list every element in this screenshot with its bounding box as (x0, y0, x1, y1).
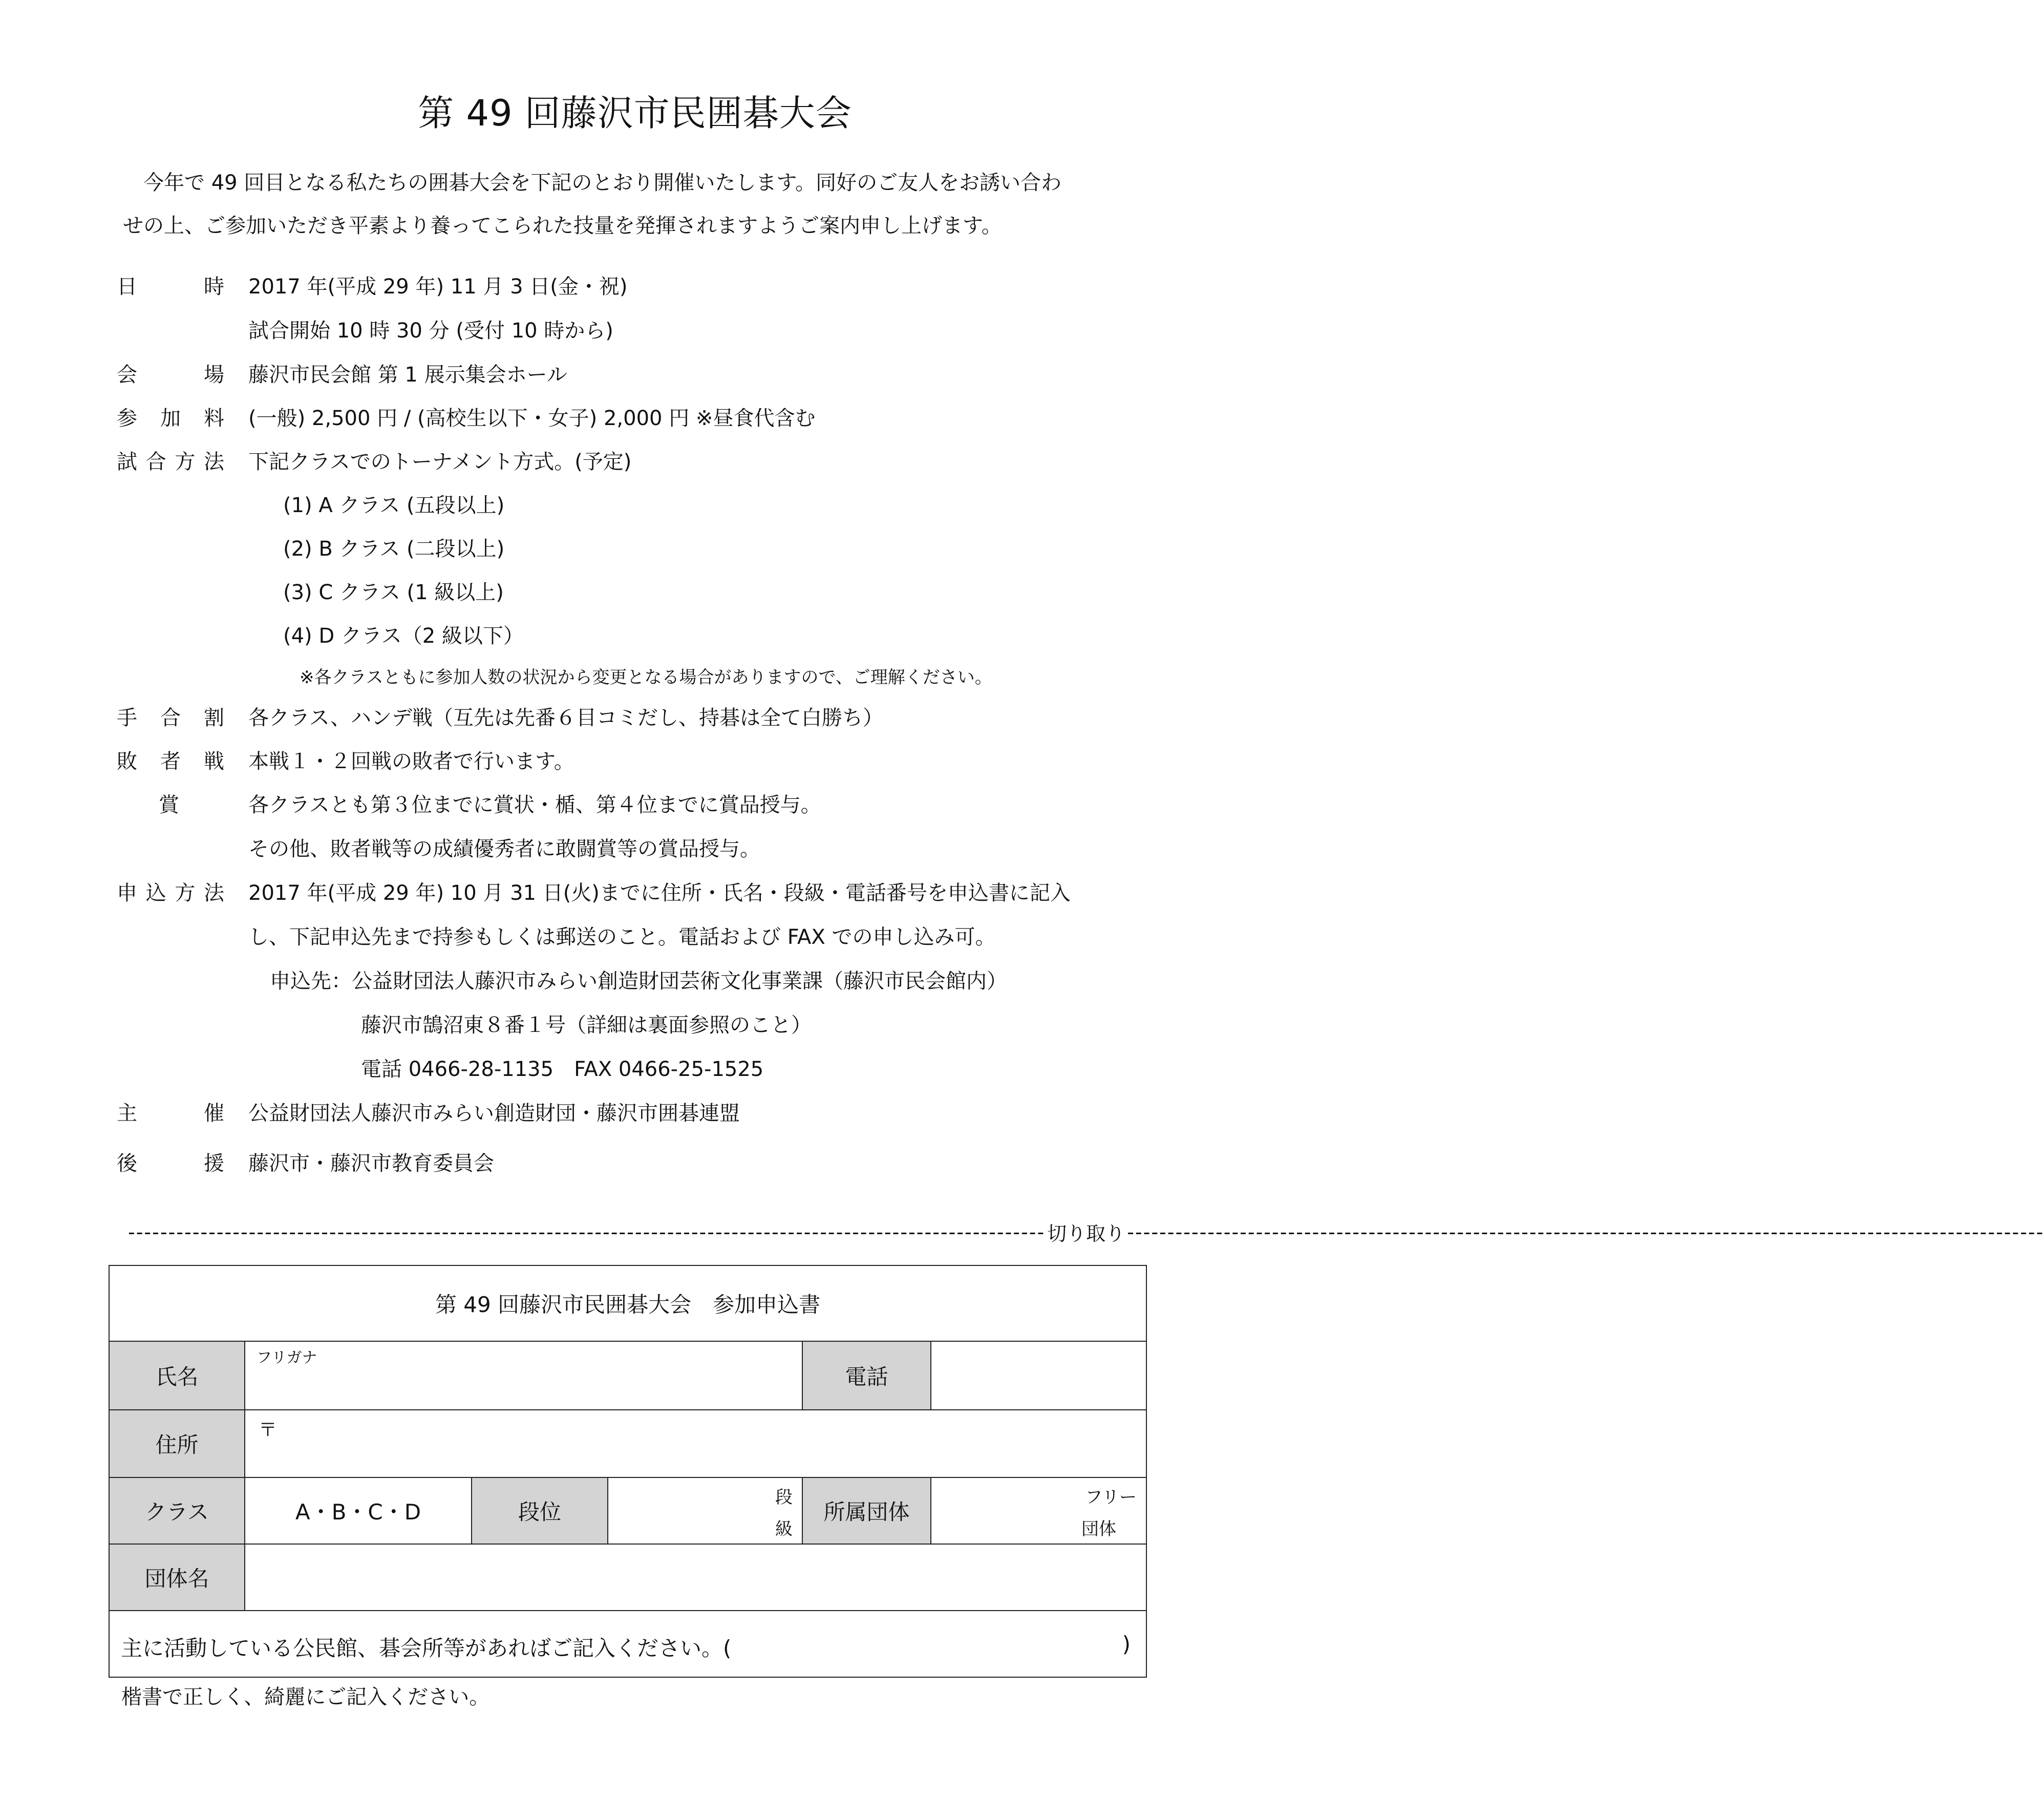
class-item: (4) D クラス（2 級以下） (283, 624, 524, 648)
class-item: (3) C クラス (1 級以上) (283, 581, 504, 604)
fee-label (117, 402, 224, 431)
handicap-label-char: 合 (160, 706, 181, 730)
apply-value: 2017 年(平成 29 年) 10 月 31 日(火)までに住所・氏名・段級・電話番号を申込書に記入 (248, 881, 1071, 905)
intro-paragraph (123, 161, 1162, 247)
address-label: 住所 (109, 1410, 245, 1477)
apply-value-2: し、下記申込先まで持参もしくは郵送のこと。電話および FAX での申し込み可。 (248, 925, 996, 949)
handicap-value: 各クラス、ハンデ戦（互先は先番６目コミだし、持碁は全て白勝ち） (248, 706, 883, 730)
group-name-label: 団体名 (109, 1544, 245, 1611)
handicap-label (117, 702, 224, 731)
group-label: 所属団体 (802, 1477, 931, 1544)
intro-line-1: 今年で 49 回目となる私たちの囲碁大会を下記のとおり開催いたします。同好のご友人をお誘い合わ (143, 171, 1062, 195)
prize-value: 各クラスとも第３位までに賞状・楯、第４位までに賞品授与。 (248, 793, 821, 817)
handicap-label-char: 手 (117, 706, 137, 730)
apply-contact: 電話 0466-28-1135 FAX 0466-25-1525 (361, 1058, 764, 1081)
organizer-label (117, 1097, 224, 1126)
consolation-label-char: 敗 (117, 750, 137, 773)
activity-close: ) (1122, 1632, 1131, 1657)
application-form (109, 1265, 1147, 1678)
consolation-label-char: 者 (160, 750, 181, 773)
datetime-label-char: 日 (117, 275, 137, 299)
venue-label-char: 会 (117, 363, 137, 387)
fee-label-char: 参 (117, 407, 137, 430)
venue-label-char: 場 (204, 363, 224, 387)
cut-line-label: 切り取り (1047, 1222, 1125, 1245)
support-label-char: 援 (204, 1152, 224, 1175)
group-unit-label: 団体 (1081, 1519, 1117, 1539)
venue-value: 藤沢市民会館 第 1 展示集会ホール (248, 363, 567, 387)
dan-label: 段 (775, 1487, 793, 1508)
class-item: (1) A クラス (五段以上) (283, 494, 505, 517)
method-label-char: 法 (203, 450, 224, 474)
apply-address: 藤沢市鵠沼東８番１号（詳細は裏面参照のこと） (361, 1013, 812, 1037)
organizer-label-char: 主 (117, 1102, 137, 1125)
apply-label-char: 申 (117, 881, 137, 905)
consolation-value: 本戦１・２回戦の敗者で行います。 (248, 750, 574, 773)
rank-field[interactable] (608, 1477, 802, 1544)
class-label: クラス (109, 1477, 245, 1544)
postal-mark: 〒 (259, 1420, 278, 1441)
kyu-label: 級 (775, 1519, 793, 1539)
name-label: 氏名 (109, 1341, 245, 1410)
cut-line-dashes-left: ------------------------------------------------------------------------------------------------------------------ (128, 1220, 1046, 1243)
datetime-value: 2017 年(平成 29 年) 11 月 3 日(金・祝) (248, 275, 628, 299)
activity-row[interactable] (109, 1611, 1146, 1677)
handicap-label-char: 割 (204, 706, 224, 730)
method-label-char: 合 (145, 450, 166, 474)
organizer-label-char: 催 (204, 1102, 224, 1125)
datetime-label-char: 時 (204, 275, 224, 299)
organizer-value: 公益財団法人藤沢市みらい創造財団・藤沢市囲碁連盟 (248, 1102, 740, 1125)
address-field[interactable] (245, 1410, 1146, 1477)
class-note: ※各クラスともに参加人数の状況から変更となる場合がありますので、ご理解ください。 (300, 667, 992, 688)
apply-label-char: 方 (175, 881, 196, 905)
group-name-field[interactable] (245, 1544, 1146, 1611)
prize-label-char: 賞 (159, 793, 179, 817)
apply-destination: 申込先：公益財団法人藤沢市みらい創造財団芸術文化事業課（藤沢市民会館内） (270, 969, 1007, 993)
cut-line (128, 1218, 2044, 1246)
consolation-label-char: 戦 (204, 750, 224, 773)
start-time-value: 試合開始 10 時 30 分 (受付 10 時から) (248, 319, 613, 343)
prize-value-2: その他、敗者戦等の成績優秀者に敢闘賞等の賞品授与。 (248, 837, 760, 861)
datetime-label (117, 270, 224, 300)
venue-label (117, 358, 224, 388)
apply-label-char: 法 (203, 881, 224, 905)
method-label-char: 方 (175, 450, 196, 474)
fee-label-char: 料 (204, 407, 224, 430)
apply-label (117, 877, 224, 906)
furigana-label: フリガナ (257, 1349, 317, 1367)
support-value: 藤沢市・藤沢市教育委員会 (248, 1152, 494, 1175)
form-title: 第 49 回藤沢市民囲碁大会 参加申込書 (109, 1265, 1146, 1341)
support-label (117, 1147, 224, 1176)
activity-prompt: 主に活動している公民館、碁会所等があればご記入ください。( (121, 1636, 732, 1661)
consolation-label (117, 745, 224, 774)
fee-value: (一般) 2,500 円 / (高校生以下・女子) 2,000 円 ※昼食代含む (248, 407, 816, 430)
name-field[interactable] (245, 1341, 802, 1410)
intro-line-2: せの上、ご参加いただき平素より養ってこられた技量を発揮されますようご案内申し上げます。 (123, 214, 1002, 238)
method-label-char: 試 (117, 450, 137, 474)
page-title: 第 49 回藤沢市民囲碁大会 (418, 92, 852, 134)
group-field[interactable] (931, 1477, 1146, 1544)
method-label (117, 446, 224, 475)
fee-label-char: 加 (160, 407, 181, 430)
apply-label-char: 込 (145, 881, 166, 905)
prize-label (117, 789, 179, 818)
free-label: フリー (1085, 1487, 1137, 1508)
footer-note: 楷書で正しく、綺麗にご記入ください。 (121, 1685, 490, 1709)
cut-line-dashes-right: ------------------------------------------------------------------------------------------------------------------ (1127, 1220, 2044, 1243)
phone-field[interactable] (931, 1341, 1146, 1410)
phone-label: 電話 (802, 1341, 931, 1410)
support-label-char: 後 (117, 1152, 137, 1175)
method-value: 下記クラスでのトーナメント方式。(予定) (248, 450, 632, 474)
rank-label: 段位 (472, 1477, 608, 1544)
class-item: (2) B クラス (二段以上) (283, 537, 505, 561)
class-options[interactable]: A・B・C・D (245, 1477, 472, 1544)
